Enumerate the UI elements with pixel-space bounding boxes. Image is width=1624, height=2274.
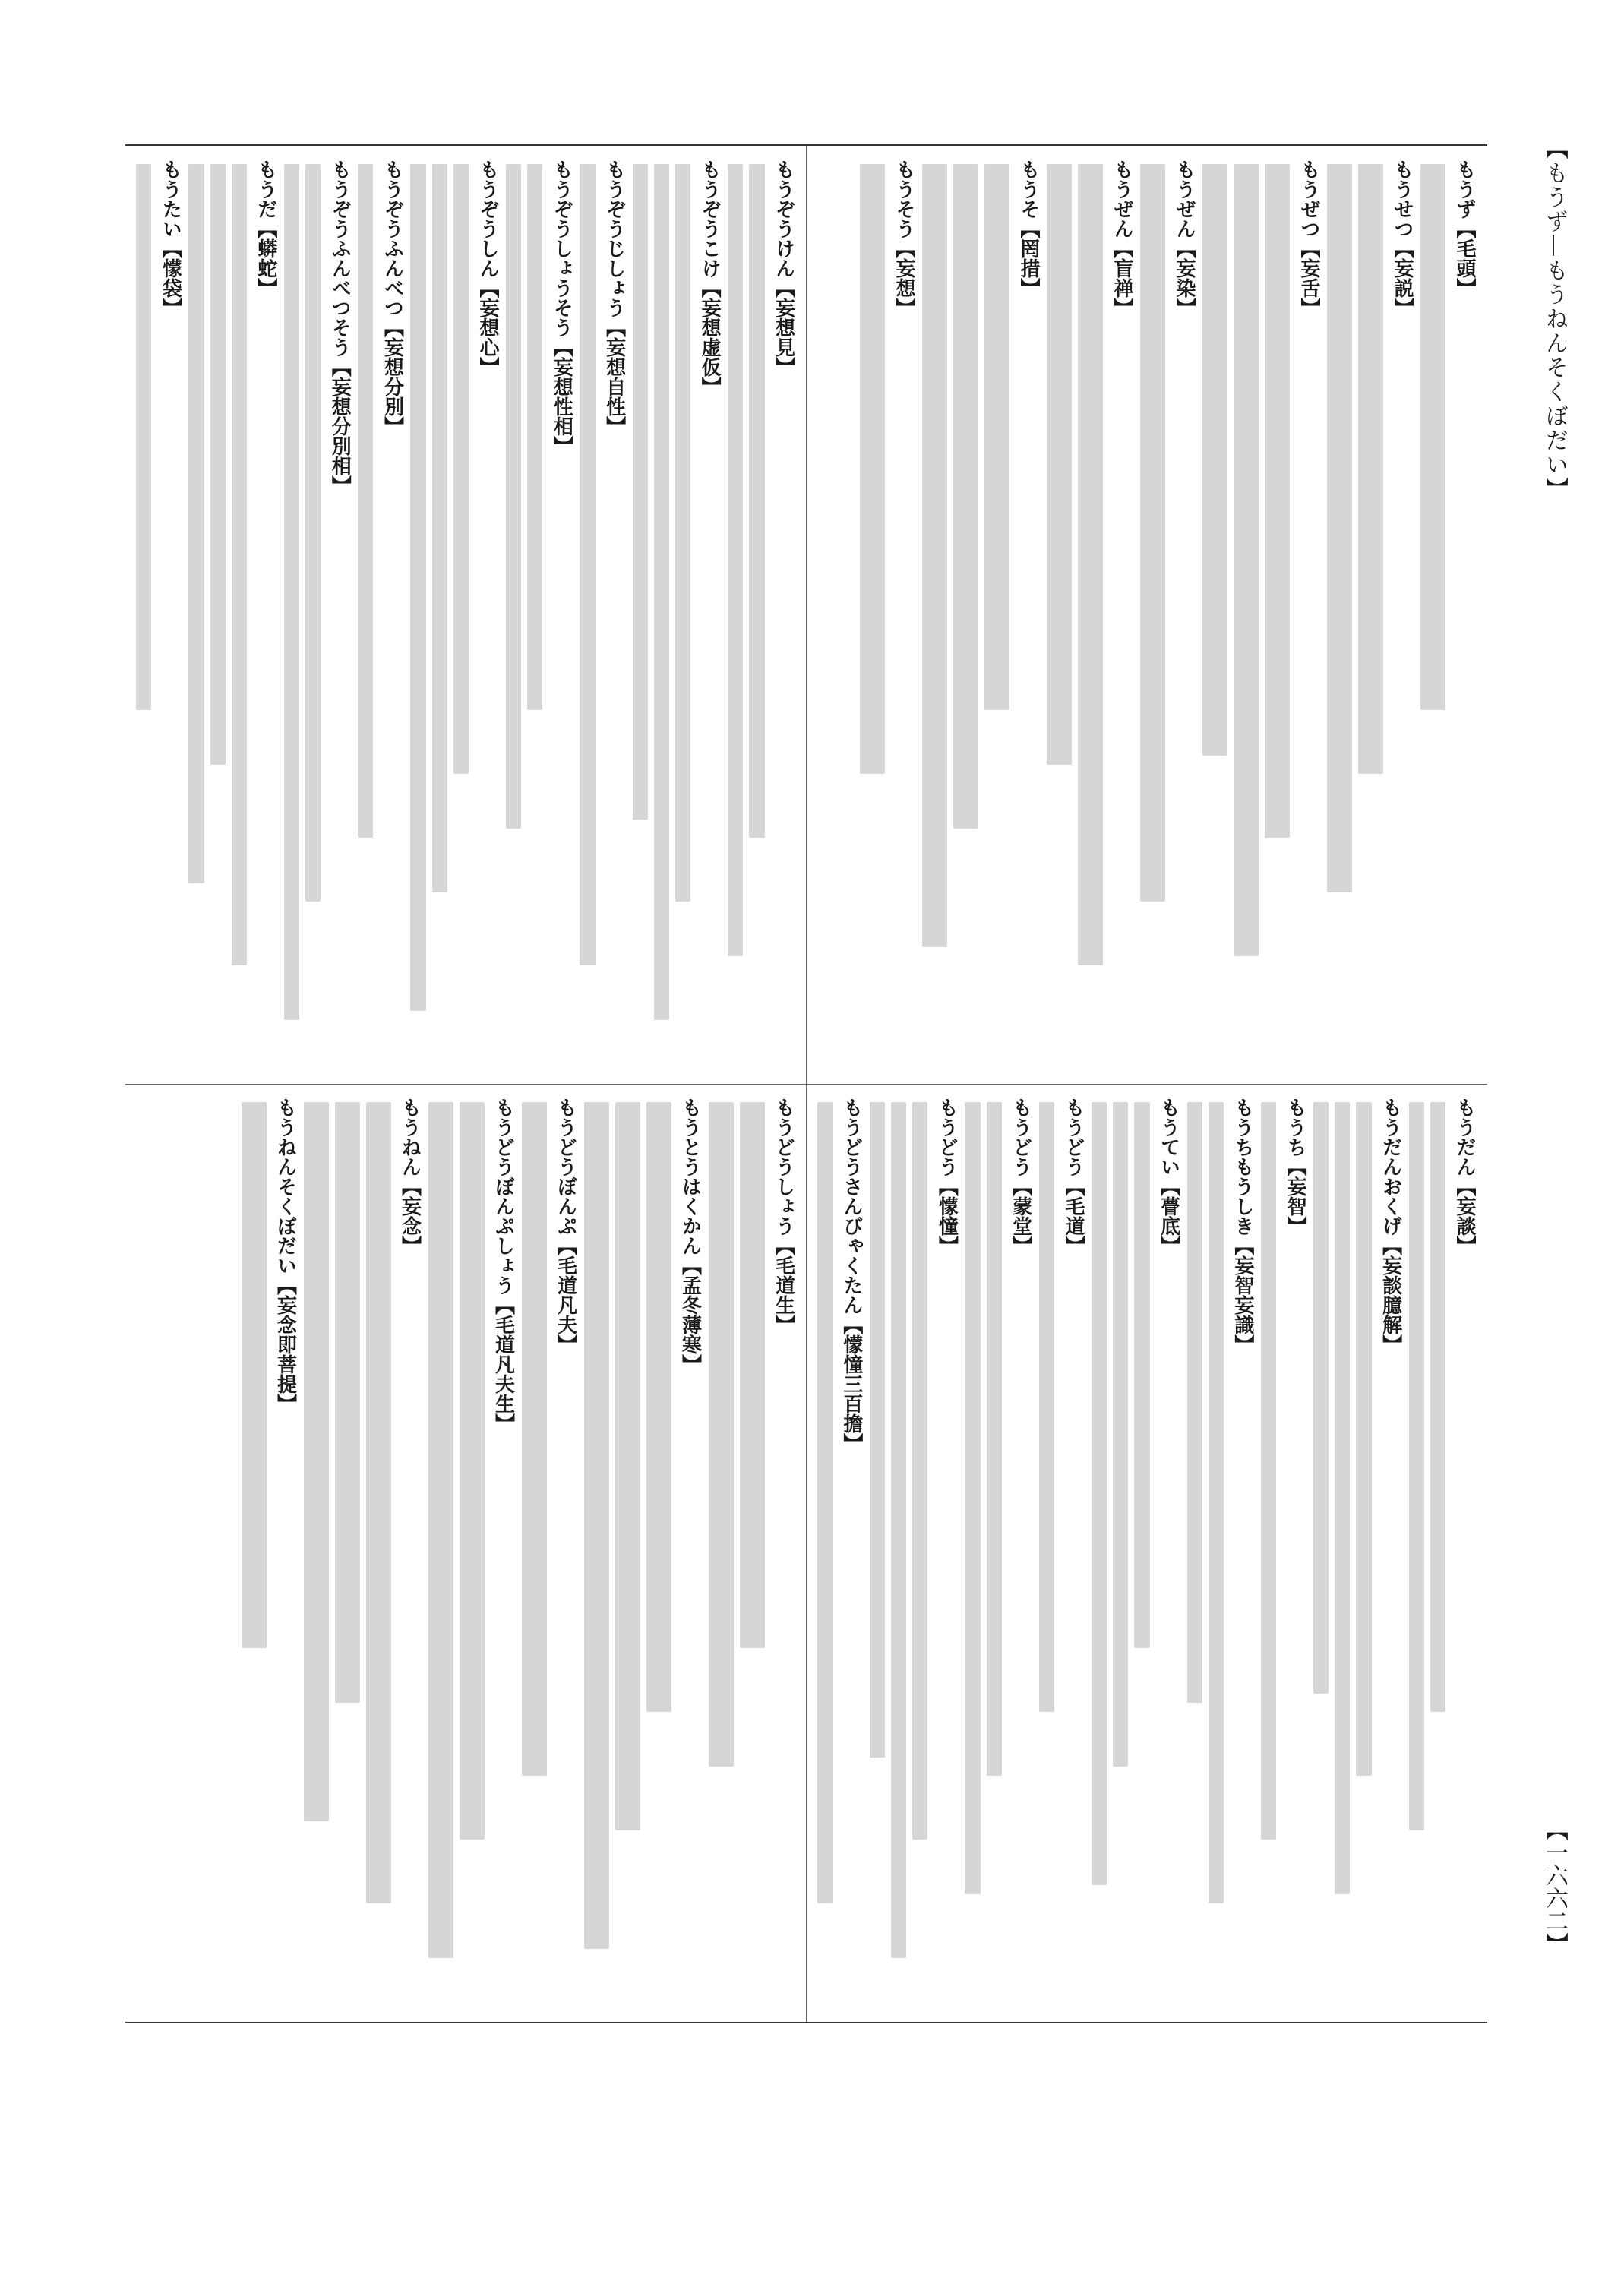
entry-body-placeholder — [1039, 1102, 1054, 1712]
entry-headword: もうそ【罔措】 — [1017, 159, 1040, 298]
entry-body-placeholder — [1113, 1102, 1128, 1767]
entry-body-placeholder — [1078, 164, 1103, 965]
entry-headword: もうだん【妄談】 — [1453, 1098, 1476, 1255]
entry-headword: もうぞうけん【妄想見】 — [772, 159, 795, 377]
block-top-left — [125, 146, 807, 1085]
entry-headword: もうそう【妄想】 — [893, 159, 915, 317]
entry-body-placeholder — [358, 164, 373, 838]
entry-headword: もうぞうふんべつ【妄想分別】 — [381, 159, 404, 436]
entry-body-placeholder — [460, 1102, 485, 1840]
entry-body-placeholder — [654, 164, 669, 1020]
entry-body-placeholder — [1430, 1102, 1445, 1712]
entry-headword: もうちもうしき【妄智妄識】 — [1231, 1098, 1254, 1354]
entry-body-placeholder — [1265, 164, 1290, 838]
entry-body-placeholder — [922, 164, 947, 947]
entry-body-placeholder — [953, 164, 978, 829]
block-bottom-left — [125, 1084, 807, 2022]
entry-body-placeholder — [646, 1102, 671, 1712]
entry-headword: もうだんおくげ【妄談臆解】 — [1379, 1098, 1402, 1354]
entry-headword: もうどうしょう【毛道生】 — [772, 1098, 795, 1334]
entry-body-placeholder — [188, 164, 204, 883]
entry-body-placeholder — [136, 164, 151, 710]
entry-body-placeholder — [506, 164, 521, 829]
entry-headword: もうどう【懞憧】 — [935, 1098, 959, 1255]
entry-body-placeholder — [366, 1102, 391, 1903]
entry-body-placeholder — [305, 164, 321, 902]
entry-body-placeholder — [1356, 1102, 1371, 1776]
entry-body-placeholder — [1234, 164, 1259, 956]
entry-headword: もうぞうしょうそう【妄想性相】 — [550, 159, 573, 456]
entry-body-placeholder — [1202, 164, 1227, 756]
entry-headword: もうたい【懞袋】 — [159, 159, 182, 317]
entry-body-placeholder — [987, 1102, 1002, 1776]
entry-body-placeholder — [675, 164, 690, 902]
entry-headword: もうどうぼんぷ【毛道凡夫】 — [554, 1098, 577, 1354]
entry-body-placeholder — [984, 164, 1009, 710]
entry-body-placeholder — [522, 1102, 547, 1776]
entry-body-placeholder — [1313, 1102, 1329, 1694]
entry-body-placeholder — [410, 164, 425, 1011]
entry-body-placeholder — [870, 1102, 885, 1758]
dictionary-page-frame — [125, 144, 1487, 2023]
entry-headword: もうぜつ【妄舌】 — [1297, 159, 1320, 317]
entry-body-placeholder — [1134, 1102, 1149, 1648]
entry-headword: もうぜん【妄染】 — [1173, 159, 1196, 317]
entry-body-placeholder — [860, 164, 885, 774]
entry-body-placeholder — [633, 164, 648, 820]
entry-body-placeholder — [912, 1102, 927, 1840]
entry-body-placeholder — [527, 164, 542, 710]
block-top-right — [806, 146, 1488, 1085]
entry-body-placeholder — [817, 1102, 833, 1903]
entry-headword: もうだ【蟒蛇】 — [254, 159, 277, 298]
page-number: 【一六六二】 — [1541, 1818, 1568, 1955]
entry-headword: もうどうさんびゃくたん【懞憧三百擔】 — [839, 1098, 863, 1453]
entry-body-placeholder — [335, 1102, 360, 1703]
entry-body-placeholder — [1409, 1102, 1424, 1830]
entry-headword: もうてい【瞢底】 — [1157, 1098, 1180, 1255]
entry-body-placeholder — [1209, 1102, 1224, 1903]
entry-body-placeholder — [749, 164, 764, 838]
entry-body-placeholder — [709, 1102, 734, 1767]
entry-headword: もうねんそくぼだい【妄念即菩提】 — [273, 1098, 297, 1413]
entry-headword: もうぞうじしょう【妄想自性】 — [602, 159, 626, 436]
entry-body-placeholder — [453, 164, 469, 774]
entry-headword: もうどうぼんぷしょう【毛道凡夫生】 — [491, 1098, 515, 1433]
entry-body-placeholder — [1187, 1102, 1202, 1703]
entry-body-placeholder — [740, 1102, 765, 1648]
entry-body-placeholder — [232, 164, 247, 965]
block-bottom-right — [806, 1084, 1488, 2022]
entry-headword: もうせつ【妄説】 — [1391, 159, 1414, 317]
entry-headword: もうとうはくかん【孟冬薄寒】 — [678, 1098, 702, 1374]
entry-headword: もうず【毛頭】 — [1453, 159, 1476, 298]
entry-body-placeholder — [1140, 164, 1165, 902]
entry-body-placeholder — [1335, 1102, 1350, 1894]
entry-headword: もうぜん【盲禅】 — [1111, 159, 1133, 317]
entry-body-placeholder — [1047, 164, 1072, 765]
entry-headword: もうどう【蒙堂】 — [1009, 1098, 1032, 1255]
entry-body-placeholder — [580, 164, 595, 965]
entry-body-placeholder — [1092, 1102, 1107, 1885]
entry-body-placeholder — [965, 1102, 980, 1894]
entry-body-placeholder — [1261, 1102, 1276, 1840]
entry-body-placeholder — [584, 1102, 609, 1949]
entry-headword: もうぞうふんべつそう【妄想分別相】 — [328, 159, 352, 495]
entry-body-placeholder — [891, 1102, 906, 1958]
entry-body-placeholder — [428, 1102, 453, 1958]
entry-body-placeholder — [1327, 164, 1352, 892]
entry-body-placeholder — [1358, 164, 1383, 774]
entry-headword: もうねん【妄念】 — [398, 1098, 422, 1255]
entry-body-placeholder — [1420, 164, 1445, 710]
entry-body-placeholder — [242, 1102, 267, 1648]
entry-body-placeholder — [304, 1102, 329, 1821]
running-head: 【もうず—もうねんそくぼだい】 — [1541, 137, 1568, 501]
entry-headword: もうぞうこけ【妄想虚仮】 — [698, 159, 722, 396]
entry-body-placeholder — [284, 164, 299, 1020]
entry-body-placeholder — [615, 1102, 640, 1830]
entry-headword: もうち【妄智】 — [1284, 1098, 1307, 1236]
entry-body-placeholder — [728, 164, 743, 956]
entry-headword: もうどう【毛道】 — [1061, 1098, 1085, 1255]
entry-body-placeholder — [432, 164, 447, 892]
entry-headword: もうぞうしん【妄想心】 — [476, 159, 499, 377]
entry-body-placeholder — [210, 164, 226, 765]
